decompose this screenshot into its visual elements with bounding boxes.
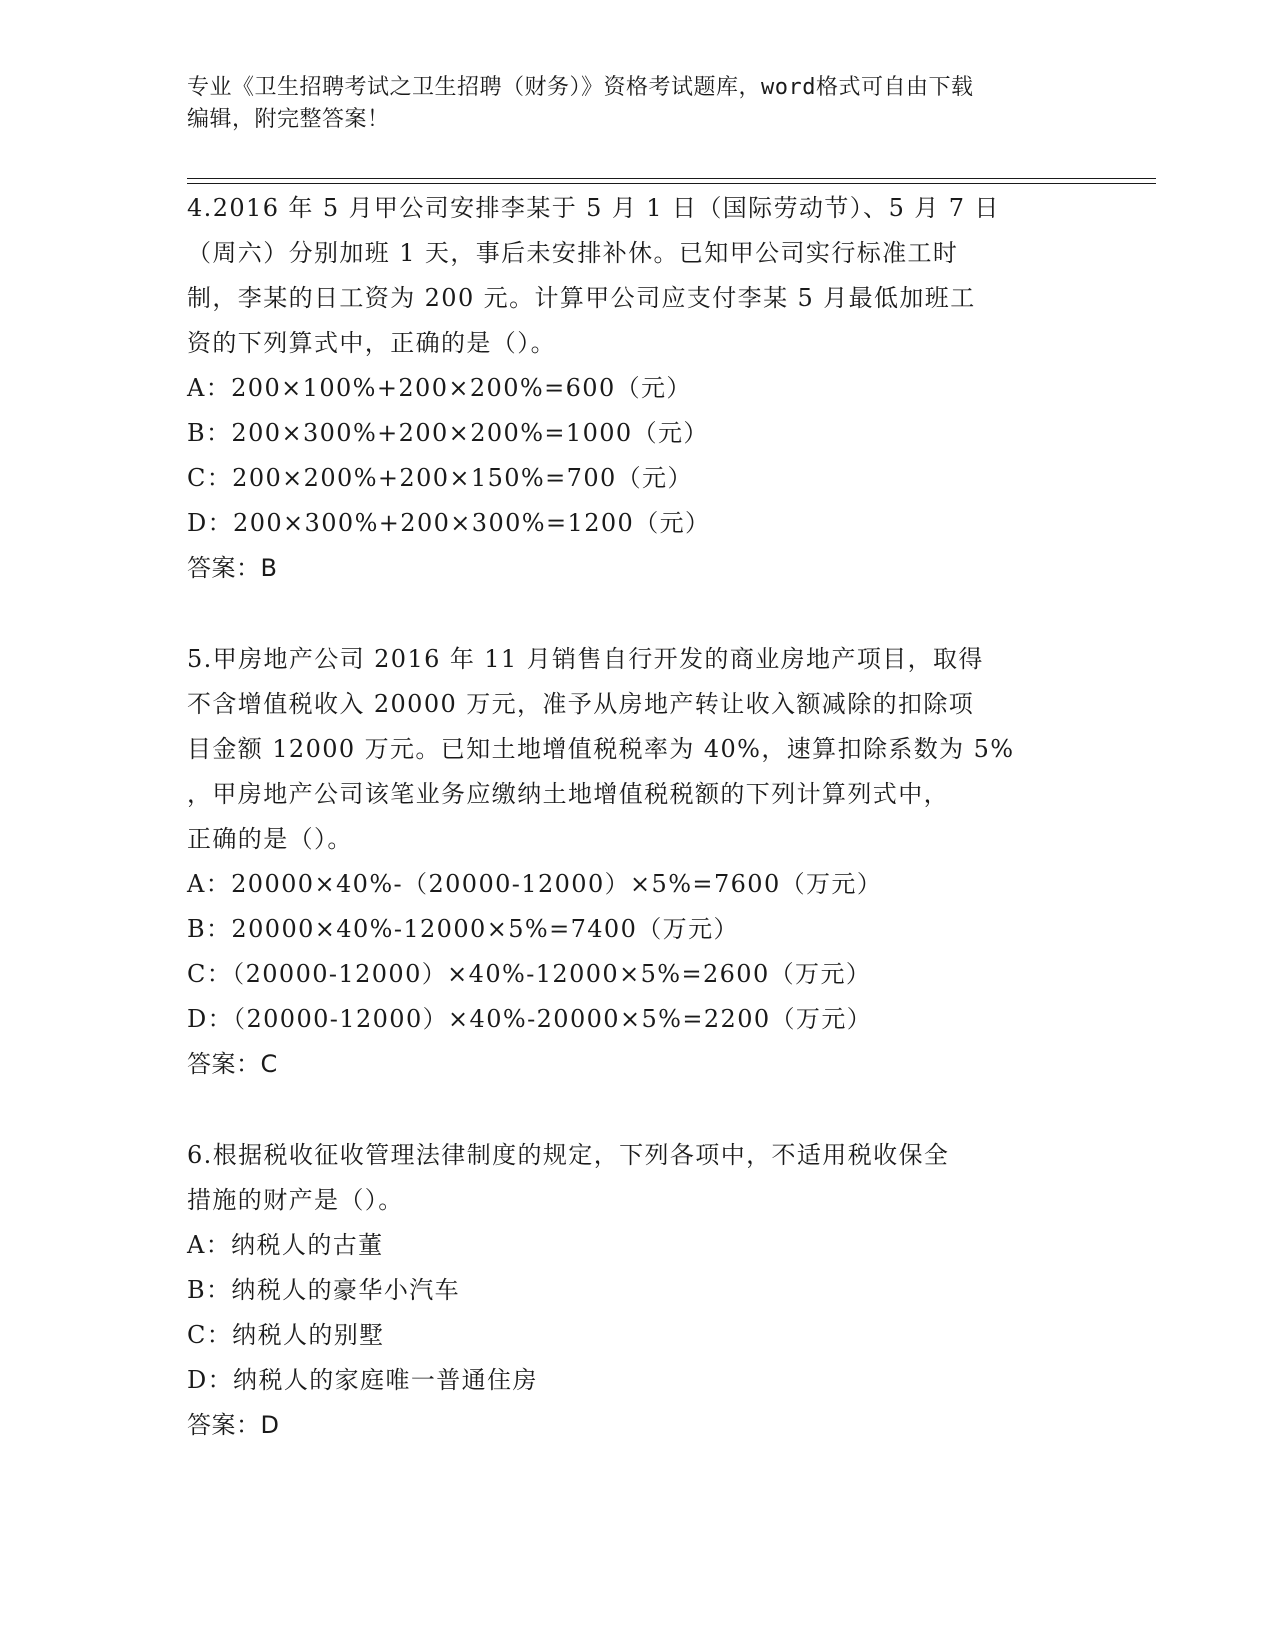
header-divider bbox=[187, 178, 1156, 179]
question-text: 5.甲房地产公司 2016 年 11 月销售自行开发的商业房地产项目，取得 bbox=[187, 645, 984, 673]
option-a: A：200×100%+200×200%=600（元） bbox=[187, 374, 692, 402]
question-text: 不含增值税收入 20000 万元，准予从房地产转让收入额减除的扣除项 bbox=[187, 690, 975, 718]
option-d: D：纳税人的家庭唯一普通住房 bbox=[187, 1366, 538, 1394]
option-c: C：（20000-12000）×40%-12000×5%=2600（万元） bbox=[187, 960, 872, 988]
option-c: C：200×200%+200×150%=700（元） bbox=[187, 464, 693, 492]
question-text: 6.根据税收征收管理法律制度的规定，下列各项中，不适用税收保全 bbox=[187, 1141, 950, 1169]
question-text: 资的下列算式中，正确的是（）。 bbox=[187, 329, 556, 357]
answer-label: 答案：B bbox=[187, 554, 278, 582]
header-line: 编辑，附完整答案！ bbox=[187, 107, 390, 132]
option-b: B：200×300%+200×200%=1000（元） bbox=[187, 419, 709, 447]
document-header bbox=[187, 72, 1087, 136]
question-6 bbox=[187, 1133, 1087, 1448]
question-text: 制，李某的日工资为 200 元。计算甲公司应支付李某 5 月最低加班工 bbox=[187, 284, 976, 312]
question-text: 目金额 12000 万元。已知土地增值税税率为 40%，速算扣除系数为 5% bbox=[187, 735, 1015, 763]
answer-label: 答案：C bbox=[187, 1050, 278, 1078]
question-text: （周六）分别加班 1 天，事后未安排补休。已知甲公司实行标准工时 bbox=[187, 239, 959, 267]
question-text: 4.2016 年 5 月甲公司安排李某于 5 月 1 日（国际劳动节）、5 月 7 日 bbox=[187, 194, 1000, 222]
option-c: C：纳税人的别墅 bbox=[187, 1321, 385, 1349]
option-b: B：纳税人的豪华小汽车 bbox=[187, 1276, 461, 1304]
option-d: D：（20000-12000）×40%-20000×5%=2200（万元） bbox=[187, 1005, 873, 1033]
answer-label: 答案：D bbox=[187, 1411, 280, 1439]
option-a: A：纳税人的古董 bbox=[187, 1231, 384, 1259]
question-text: 措施的财产是（）。 bbox=[187, 1186, 404, 1214]
question-4 bbox=[187, 186, 1087, 591]
header-line: 专业《卫生招聘考试之卫生招聘（财务）》资格考试题库，word格式可自由下载 bbox=[187, 75, 974, 100]
header-divider bbox=[187, 183, 1156, 184]
question-text: 正确的是（）。 bbox=[187, 825, 353, 853]
question-text: ，甲房地产公司该笔业务应缴纳土地增值税税额的下列计算列式中， bbox=[187, 780, 949, 808]
option-d: D：200×300%+200×300%=1200（元） bbox=[187, 509, 711, 537]
question-5 bbox=[187, 637, 1087, 1087]
option-a: A：20000×40%-（20000-12000）×5%=7600（万元） bbox=[187, 870, 883, 898]
option-b: B：20000×40%-12000×5%=7400（万元） bbox=[187, 915, 739, 943]
